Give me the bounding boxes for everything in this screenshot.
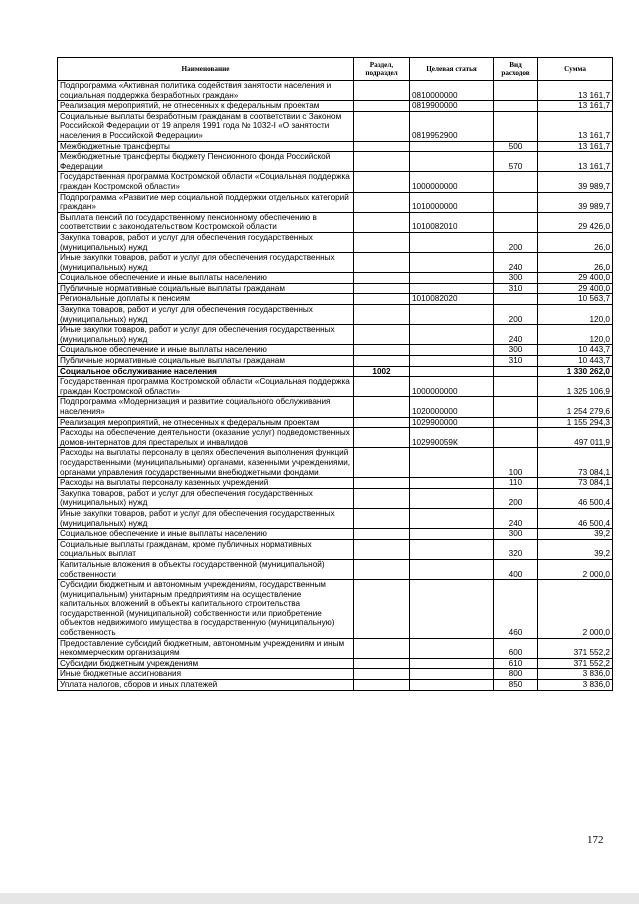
cell-section bbox=[354, 488, 410, 508]
table-row bbox=[58, 294, 613, 305]
cell-section bbox=[354, 192, 410, 212]
cell-sum: 1 254 279,6 bbox=[538, 397, 613, 417]
cell-section bbox=[354, 638, 410, 658]
table-row bbox=[58, 192, 613, 212]
header-section: Раздел, подраздел bbox=[354, 58, 410, 81]
cell-sum: 29 426,0 bbox=[538, 212, 613, 232]
cell-vid bbox=[494, 366, 538, 377]
cell-section bbox=[354, 111, 410, 141]
cell-name: Реализация мероприятий, не отнесенных к федеральным проектам bbox=[58, 417, 354, 428]
cell-name: Закупка товаров, работ и услуг для обеспечения государственных (муниципальных) нужд bbox=[58, 488, 354, 508]
cell-sum: 13 161,7 bbox=[538, 101, 613, 112]
cell-section bbox=[354, 397, 410, 417]
cell-name: Иные закупки товаров, работ и услуг для обеспечения государственных (муниципальных) нужд bbox=[58, 325, 354, 345]
cell-section bbox=[354, 680, 410, 691]
cell-section bbox=[354, 101, 410, 112]
cell-section bbox=[354, 448, 410, 478]
table-row bbox=[58, 488, 613, 508]
cell-name: Подпрограмма «Активная политика содействия занятости населения и социальная поддержка безработных граждан» bbox=[58, 81, 354, 101]
table-row bbox=[58, 539, 613, 559]
cell-target bbox=[410, 539, 494, 559]
cell-name: Предоставление субсидий бюджетным, автономным учреждениям и иным некоммерческим организациям bbox=[58, 638, 354, 658]
cell-target bbox=[410, 305, 494, 325]
cell-target bbox=[410, 638, 494, 658]
cell-sum: 10 443,7 bbox=[538, 345, 613, 356]
cell-sum: 39 989,7 bbox=[538, 192, 613, 212]
cell-vid: 240 bbox=[494, 253, 538, 273]
table-row bbox=[58, 152, 613, 172]
cell-target: 0810000000 bbox=[410, 81, 494, 101]
cell-target: 102990059К bbox=[410, 428, 494, 448]
cell-section bbox=[354, 172, 410, 192]
cell-target bbox=[410, 658, 494, 669]
cell-section bbox=[354, 294, 410, 305]
cell-vid bbox=[494, 417, 538, 428]
cell-vid: 300 bbox=[494, 273, 538, 284]
cell-sum: 39,2 bbox=[538, 529, 613, 540]
cell-name: Иные закупки товаров, работ и услуг для обеспечения государственных (муниципальных) нужд bbox=[58, 253, 354, 273]
cell-vid: 460 bbox=[494, 580, 538, 639]
cell-sum: 1 155 294,3 bbox=[538, 417, 613, 428]
cell-name: Региональные доплаты к пенсиям bbox=[58, 294, 354, 305]
cell-sum: 2 000,0 bbox=[538, 559, 613, 579]
table-header-row bbox=[58, 58, 613, 81]
cell-section bbox=[354, 305, 410, 325]
cell-vid: 200 bbox=[494, 488, 538, 508]
cell-name: Выплата пенсий по государственному пенсионному обеспечению в соответствии с законодательством Костромской области bbox=[58, 212, 354, 232]
cell-sum: 13 161,7 bbox=[538, 81, 613, 101]
table-row bbox=[58, 669, 613, 680]
cell-sum: 13 161,7 bbox=[538, 152, 613, 172]
cell-sum: 120,0 bbox=[538, 325, 613, 345]
cell-vid: 850 bbox=[494, 680, 538, 691]
table-row bbox=[58, 283, 613, 294]
table-row bbox=[58, 141, 613, 152]
cell-vid: 600 bbox=[494, 638, 538, 658]
cell-target bbox=[410, 232, 494, 252]
cell-sum: 26,0 bbox=[538, 253, 613, 273]
cell-vid: 800 bbox=[494, 669, 538, 680]
cell-section bbox=[354, 529, 410, 540]
cell-sum: 1 330 262,0 bbox=[538, 366, 613, 377]
cell-sum: 3 836,0 bbox=[538, 680, 613, 691]
cell-vid bbox=[494, 81, 538, 101]
cell-name: Социальное обеспечение и иные выплаты населению bbox=[58, 273, 354, 284]
cell-name: Государственная программа Костромской области «Социальная поддержка граждан Костромской области» bbox=[58, 172, 354, 192]
table-row bbox=[58, 448, 613, 478]
cell-target bbox=[410, 529, 494, 540]
cell-target bbox=[410, 356, 494, 367]
cell-name: Субсидии бюджетным учреждениям bbox=[58, 658, 354, 669]
cell-name: Государственная программа Костромской области «Социальная поддержка граждан Костромской области» bbox=[58, 377, 354, 397]
budget-table bbox=[57, 57, 613, 691]
cell-section bbox=[354, 377, 410, 397]
cell-target: 1000000000 bbox=[410, 172, 494, 192]
table-row bbox=[58, 101, 613, 112]
cell-target bbox=[410, 253, 494, 273]
cell-section bbox=[354, 141, 410, 152]
cell-name: Публичные нормативные социальные выплаты гражданам bbox=[58, 283, 354, 294]
cell-vid bbox=[494, 294, 538, 305]
table-body bbox=[58, 81, 613, 691]
cell-sum: 29 400,0 bbox=[538, 273, 613, 284]
cell-vid bbox=[494, 172, 538, 192]
cell-sum: 13 161,7 bbox=[538, 111, 613, 141]
cell-name: Расходы на выплаты персоналу казенных учреждений bbox=[58, 478, 354, 489]
cell-vid bbox=[494, 377, 538, 397]
cell-section bbox=[354, 152, 410, 172]
cell-vid: 610 bbox=[494, 658, 538, 669]
cell-vid: 500 bbox=[494, 141, 538, 152]
cell-section bbox=[354, 325, 410, 345]
table-row bbox=[58, 478, 613, 489]
cell-name: Иные закупки товаров, работ и услуг для обеспечения государственных (муниципальных) нужд bbox=[58, 508, 354, 528]
table-row bbox=[58, 529, 613, 540]
cell-sum: 13 161,7 bbox=[538, 141, 613, 152]
header-vid: Вид расходов bbox=[494, 58, 538, 81]
cell-target bbox=[410, 345, 494, 356]
cell-name: Публичные нормативные социальные выплаты гражданам bbox=[58, 356, 354, 367]
table-row bbox=[58, 325, 613, 345]
cell-sum: 73 084,1 bbox=[538, 478, 613, 489]
cell-name: Социальное обеспечение и иные выплаты населению bbox=[58, 529, 354, 540]
header-target: Целевая статья bbox=[410, 58, 494, 81]
cell-target: 0819952900 bbox=[410, 111, 494, 141]
cell-vid bbox=[494, 428, 538, 448]
cell-vid: 100 bbox=[494, 448, 538, 478]
cell-vid: 200 bbox=[494, 305, 538, 325]
cell-name: Расходы на обеспечение деятельности (оказание услуг) подведомственных домов-интернатов для престарелых и инвалидов bbox=[58, 428, 354, 448]
cell-target bbox=[410, 680, 494, 691]
header-name: Наименование bbox=[58, 58, 354, 81]
cell-vid: 320 bbox=[494, 539, 538, 559]
cell-section bbox=[354, 539, 410, 559]
cell-section bbox=[354, 428, 410, 448]
cell-target bbox=[410, 152, 494, 172]
cell-name: Капитальные вложения в объекты государственной (муниципальной) собственности bbox=[58, 559, 354, 579]
cell-target bbox=[410, 478, 494, 489]
cell-section bbox=[354, 273, 410, 284]
cell-sum: 3 836,0 bbox=[538, 669, 613, 680]
header-sum: Сумма bbox=[538, 58, 613, 81]
cell-name: Социальные выплаты безработным гражданам в соответствии с Законом Российской Федерации от 19 апреля 1991 года № 1032-I «О занятости населения в Российской Федерации» bbox=[58, 111, 354, 141]
cell-vid: 310 bbox=[494, 356, 538, 367]
cell-sum: 1 325 106,9 bbox=[538, 377, 613, 397]
cell-target: 1010000000 bbox=[410, 192, 494, 212]
cell-vid bbox=[494, 111, 538, 141]
cell-name: Уплата налогов, сборов и иных платежей bbox=[58, 680, 354, 691]
cell-sum: 29 400,0 bbox=[538, 283, 613, 294]
table-row bbox=[58, 305, 613, 325]
cell-target bbox=[410, 141, 494, 152]
cell-name: Межбюджетные трансферты bbox=[58, 141, 354, 152]
cell-target: 1000000000 bbox=[410, 377, 494, 397]
cell-vid bbox=[494, 212, 538, 232]
cell-section bbox=[354, 81, 410, 101]
cell-sum: 371 552,2 bbox=[538, 638, 613, 658]
cell-vid: 310 bbox=[494, 283, 538, 294]
cell-target bbox=[410, 448, 494, 478]
table-row bbox=[58, 397, 613, 417]
cell-target bbox=[410, 366, 494, 377]
cell-section bbox=[354, 212, 410, 232]
cell-target bbox=[410, 559, 494, 579]
cell-sum: 371 552,2 bbox=[538, 658, 613, 669]
cell-section bbox=[354, 232, 410, 252]
cell-name: Социальное обслуживание населения bbox=[58, 366, 354, 377]
table-row bbox=[58, 111, 613, 141]
table-row bbox=[58, 580, 613, 639]
cell-section bbox=[354, 658, 410, 669]
cell-sum: 39,2 bbox=[538, 539, 613, 559]
cell-target: 0819900000 bbox=[410, 101, 494, 112]
cell-section bbox=[354, 283, 410, 294]
cell-vid: 200 bbox=[494, 232, 538, 252]
cell-name: Субсидии бюджетным и автономным учреждениям, государственным (муниципальным) унитарным предприятиям на осуществление капитальных вложений в объекты капитального строительства государственной (муниципальной) собственности или приобретение объектов недвижимого имущества в государственную (муниципальную) собственность bbox=[58, 580, 354, 639]
cell-name: Расходы на выплаты персоналу в целях обеспечения выполнения функций государственными (муниципальными) органами, казенными учреждениями, органами управления государственными внебюджетными фондами bbox=[58, 448, 354, 478]
cell-sum: 46 500,4 bbox=[538, 488, 613, 508]
cell-sum: 497 011,9 bbox=[538, 428, 613, 448]
table-row bbox=[58, 253, 613, 273]
cell-section bbox=[354, 669, 410, 680]
cell-vid: 110 bbox=[494, 478, 538, 489]
cell-name: Подпрограмма «Развитие мер социальной поддержки отдельных категорий граждан» bbox=[58, 192, 354, 212]
scan-bottom-edge bbox=[0, 893, 639, 904]
table-row bbox=[58, 559, 613, 579]
table-row bbox=[58, 81, 613, 101]
cell-section bbox=[354, 559, 410, 579]
table-row bbox=[58, 356, 613, 367]
cell-name: Социальное обеспечение и иные выплаты населению bbox=[58, 345, 354, 356]
cell-vid: 300 bbox=[494, 529, 538, 540]
cell-target bbox=[410, 488, 494, 508]
table-row bbox=[58, 345, 613, 356]
cell-section: 1002 bbox=[354, 366, 410, 377]
cell-name: Иные бюджетные ассигнования bbox=[58, 669, 354, 680]
table-row bbox=[58, 680, 613, 691]
cell-name: Межбюджетные трансферты бюджету Пенсионного фонда Российской Федерации bbox=[58, 152, 354, 172]
cell-name: Закупка товаров, работ и услуг для обеспечения государственных (муниципальных) нужд bbox=[58, 305, 354, 325]
table-row bbox=[58, 658, 613, 669]
cell-vid bbox=[494, 192, 538, 212]
cell-vid bbox=[494, 101, 538, 112]
cell-target: 1010082010 bbox=[410, 212, 494, 232]
cell-sum: 26,0 bbox=[538, 232, 613, 252]
cell-target bbox=[410, 580, 494, 639]
cell-sum: 2 000,0 bbox=[538, 580, 613, 639]
cell-target bbox=[410, 325, 494, 345]
table-row bbox=[58, 172, 613, 192]
cell-sum: 120,0 bbox=[538, 305, 613, 325]
cell-sum: 39 989,7 bbox=[538, 172, 613, 192]
cell-target bbox=[410, 273, 494, 284]
cell-sum: 46 500,4 bbox=[538, 508, 613, 528]
cell-section bbox=[354, 478, 410, 489]
cell-name: Социальные выплаты гражданам, кроме публичных нормативных социальных выплат bbox=[58, 539, 354, 559]
cell-sum: 10 563,7 bbox=[538, 294, 613, 305]
table-row bbox=[58, 273, 613, 284]
cell-vid bbox=[494, 397, 538, 417]
cell-target: 1029900000 bbox=[410, 417, 494, 428]
table-row bbox=[58, 212, 613, 232]
cell-section bbox=[354, 417, 410, 428]
cell-section bbox=[354, 356, 410, 367]
cell-vid: 300 bbox=[494, 345, 538, 356]
cell-vid: 570 bbox=[494, 152, 538, 172]
table-row bbox=[58, 377, 613, 397]
cell-target: 1010082020 bbox=[410, 294, 494, 305]
cell-name: Закупка товаров, работ и услуг для обеспечения государственных (муниципальных) нужд bbox=[58, 232, 354, 252]
cell-section bbox=[354, 580, 410, 639]
cell-sum: 73 084,1 bbox=[538, 448, 613, 478]
table-row bbox=[58, 232, 613, 252]
cell-name: Подпрограмма «Модернизация и развитие социального обслуживания населения» bbox=[58, 397, 354, 417]
table-row bbox=[58, 508, 613, 528]
page-number: 172 bbox=[587, 834, 604, 846]
cell-vid: 240 bbox=[494, 508, 538, 528]
cell-sum: 10 443,7 bbox=[538, 356, 613, 367]
table-row bbox=[58, 417, 613, 428]
table-row bbox=[58, 428, 613, 448]
table-row bbox=[58, 366, 613, 377]
cell-section bbox=[354, 253, 410, 273]
cell-vid: 240 bbox=[494, 325, 538, 345]
cell-section bbox=[354, 508, 410, 528]
cell-target bbox=[410, 508, 494, 528]
cell-target bbox=[410, 669, 494, 680]
cell-name: Реализация мероприятий, не отнесенных к федеральным проектам bbox=[58, 101, 354, 112]
cell-section bbox=[354, 345, 410, 356]
table-row bbox=[58, 638, 613, 658]
cell-target bbox=[410, 283, 494, 294]
cell-target: 1020000000 bbox=[410, 397, 494, 417]
cell-vid: 400 bbox=[494, 559, 538, 579]
